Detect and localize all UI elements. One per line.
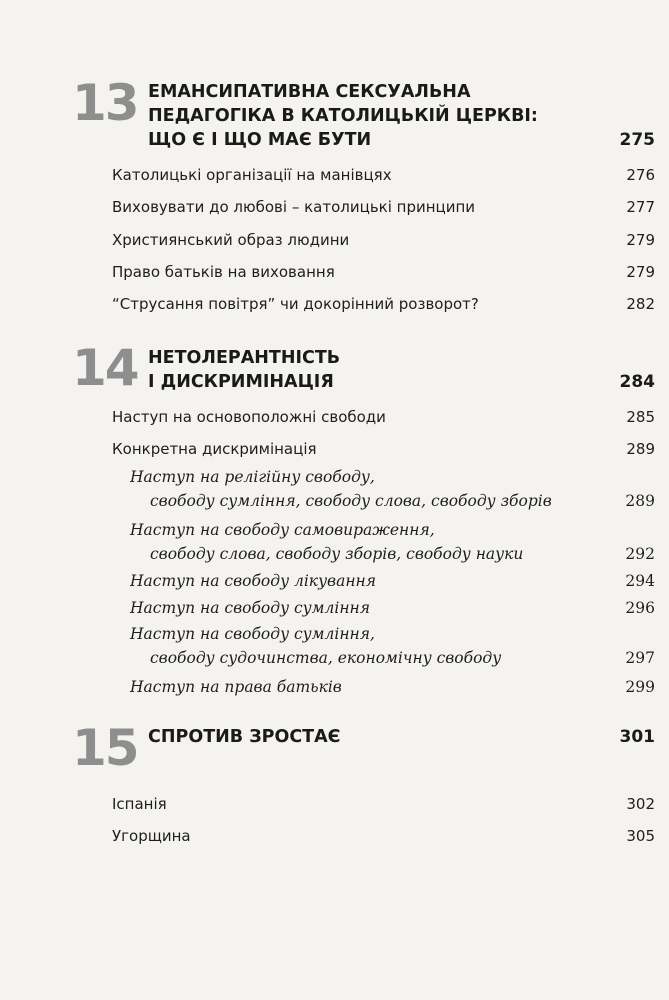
- entry-page: 282: [626, 295, 655, 313]
- chapter-number: 14: [72, 339, 138, 397]
- entry-label: Конкретна дискримінація: [112, 440, 317, 458]
- entry-page: 305: [626, 827, 655, 845]
- entry-page: 302: [626, 795, 655, 813]
- toc-subentry[interactable]: [130, 622, 655, 670]
- chapter-title-line: ЩО Є І ЩО МАЄ БУТИ: [148, 130, 372, 150]
- entry-page: 276: [626, 166, 655, 184]
- chapter-number: 15: [72, 719, 138, 777]
- toc-subentry[interactable]: [130, 675, 655, 699]
- entry-label: “Струсання повітря” чи докорінний розворот?: [112, 295, 479, 313]
- chapter-title: [148, 346, 568, 394]
- entry-label: Наступ на основоположні свободи: [112, 408, 386, 426]
- entry-label: Право батьків на виховання: [112, 263, 335, 281]
- chapter-title: [148, 725, 568, 749]
- chapter-number: 13: [72, 74, 138, 132]
- subentry-line: свободу судочинства, економічну свободу: [150, 649, 502, 667]
- subentry-page: 294: [625, 572, 655, 590]
- toc-subentry[interactable]: [130, 518, 655, 566]
- entry-page: 279: [626, 263, 655, 281]
- chapter-title-line: І ДИСКРИМІНАЦІЯ: [148, 372, 334, 392]
- entry-label: Католицькі організації на манівцях: [112, 166, 392, 184]
- subentry-line: Наступ на релігійну свободу,: [130, 468, 375, 486]
- subentry-page: 292: [625, 545, 655, 563]
- subentry-line: свободу сумління, свободу слова, свободу зборів: [150, 492, 552, 510]
- entry-page: 285: [626, 408, 655, 426]
- chapter-title-line: СПРОТИВ ЗРОСТАЄ: [148, 727, 341, 747]
- subentry-line: Наступ на свободу сумління,: [130, 625, 375, 643]
- chapter-title-line: НЕТОЛЕРАНТНІСТЬ: [148, 348, 341, 368]
- subentry-line: свободу слова, свободу зборів, свободу науки: [150, 545, 524, 563]
- subentry-page: 297: [625, 649, 655, 667]
- chapter-page: 284: [619, 372, 655, 392]
- subentry-line: Наступ на свободу сумління: [130, 599, 371, 617]
- chapter-title: [148, 80, 568, 152]
- subentry-line: Наступ на свободу самовираження,: [130, 521, 435, 539]
- entry-label: Угорщина: [112, 827, 191, 845]
- chapter-page: 275: [619, 130, 655, 150]
- subentry-line: Наступ на права батьків: [130, 678, 342, 696]
- entry-page: 289: [626, 440, 655, 458]
- chapter-title-line: ПЕДАГОГІКА В КАТОЛИЦЬКІЙ ЦЕРКВІ:: [148, 106, 538, 126]
- entry-page: 279: [626, 231, 655, 249]
- subentry-line: Наступ на свободу лікування: [130, 572, 377, 590]
- chapter-page: 301: [619, 727, 655, 747]
- entry-label: Виховувати до любові – католицькі принципи: [112, 198, 476, 216]
- toc-subentry[interactable]: [130, 596, 655, 620]
- chapter-title-line: ЕМАНСИПАТИВНА СЕКСУАЛЬНА: [148, 82, 471, 102]
- entry-page: 277: [626, 198, 655, 216]
- subentry-page: 296: [625, 599, 655, 617]
- entry-label: Християнський образ людини: [112, 231, 350, 249]
- subentry-page: 289: [625, 492, 655, 510]
- toc-subentry[interactable]: [130, 569, 655, 593]
- subentry-page: 299: [625, 678, 655, 696]
- entry-label: Іспанія: [112, 795, 167, 813]
- toc-subentry[interactable]: [130, 465, 655, 513]
